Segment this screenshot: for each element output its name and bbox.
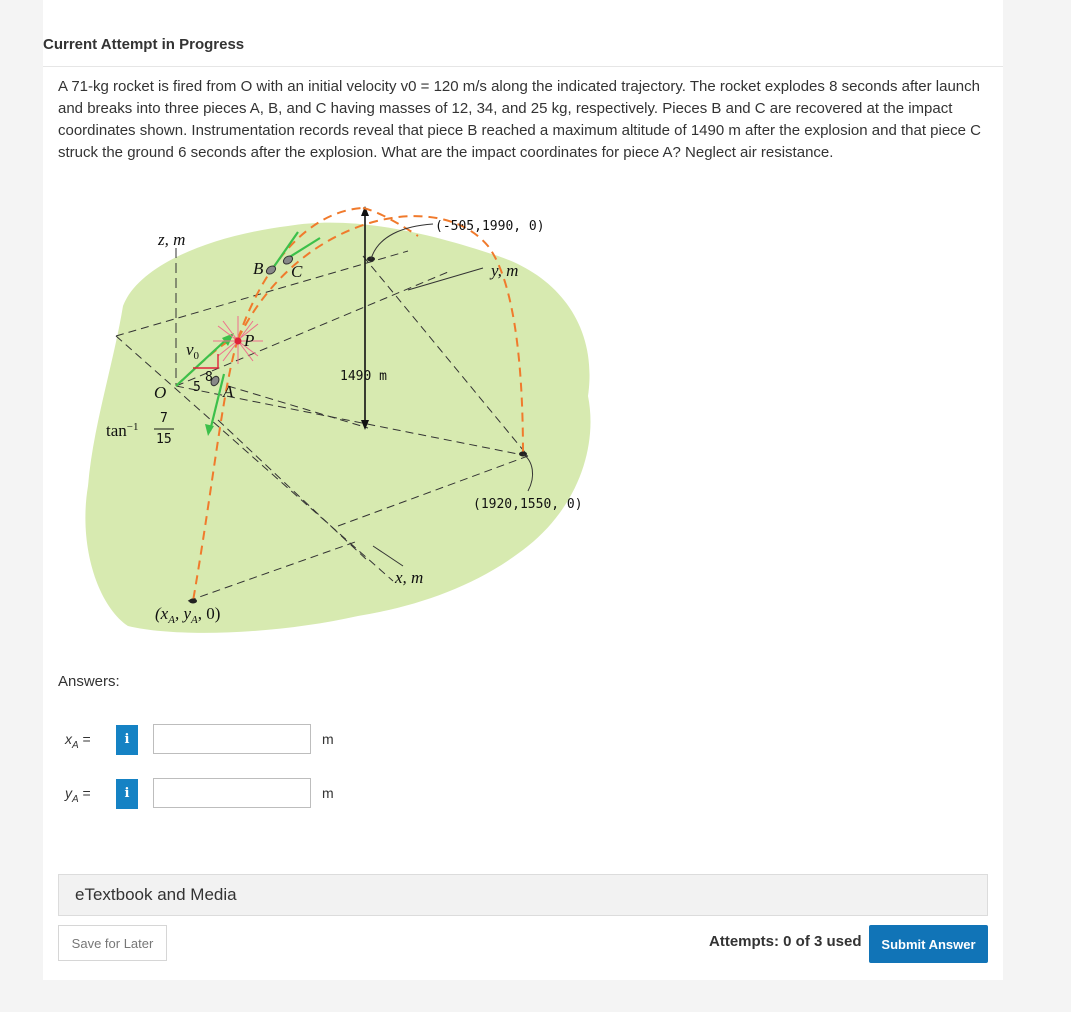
- piece-b-label: B: [253, 259, 264, 278]
- impact-a-marker: [189, 599, 197, 604]
- answer-row-xa: [43, 723, 443, 757]
- problem-figure: [58, 186, 598, 641]
- piece-a-label: A: [223, 382, 234, 401]
- answers-label: Answers:: [58, 673, 120, 690]
- etextbook-label: eTextbook and Media: [75, 885, 237, 904]
- xa-label: $x_A$ =: [65, 731, 91, 751]
- ya-unit: m: [322, 785, 334, 801]
- coord-c-label: (1920,1550, 0): [473, 497, 583, 512]
- page-title: Current Attempt in Progress: [43, 36, 245, 53]
- answer-row-ya: [43, 777, 443, 811]
- coord-a-label: ($x_A$, $y_A$, 0): [155, 604, 221, 626]
- origin-label: O: [154, 383, 167, 402]
- save-for-later-button[interactable]: Save for Later: [58, 925, 167, 961]
- slope-8-label: 8: [205, 370, 213, 385]
- xa-input[interactable]: [153, 724, 311, 754]
- info-icon[interactable]: i: [116, 779, 138, 809]
- x-axis-label: x, m: [395, 568, 424, 587]
- submit-answer-button[interactable]: Submit Answer: [869, 925, 988, 963]
- xa-unit: m: [322, 731, 334, 747]
- tan-den-label: 15: [156, 432, 172, 447]
- coord-b-label: (-505,1990, 0): [435, 219, 545, 234]
- ya-input[interactable]: [153, 778, 311, 808]
- attempts-counter: Attempts: 0 of 3 used: [709, 933, 862, 950]
- v0-label: $v_0$: [186, 340, 200, 362]
- z-axis-label: z, m: [158, 230, 186, 249]
- header: [43, 32, 1003, 67]
- info-icon[interactable]: i: [116, 725, 138, 755]
- piece-c-label: C: [291, 262, 303, 281]
- question-text: A 71-kg rocket is fired from O with an initial velocity v0 = 120 m/s along the indicated trajectory. The rocket explodes 8 seconds after launch and breaks into three pieces A, B, and C having masses of 12, 34, and 25 kg, respectively. Pieces B and C are recovered at the impact coordinates shown. Instrumentation records reveal that piece B reached a maximum altitude of 1490 m after the explosion and that piece C struck the ground 6 seconds after the explosion. What are the impact coordinates for piece A? Neglect air resistance.: [58, 78, 982, 161]
- y-axis-label: y, m: [491, 261, 519, 280]
- point-p-marker: [235, 338, 242, 345]
- altitude-label: 1490 m: [340, 369, 387, 384]
- ya-label: $y_A$ =: [65, 785, 91, 805]
- point-p-label: P: [244, 331, 255, 350]
- tan-label: $\tan^{-1}$: [106, 421, 139, 440]
- etextbook-panel[interactable]: [58, 874, 988, 916]
- slope-5-label: 5: [193, 380, 201, 395]
- question-card: [43, 0, 1003, 980]
- tan-num-label: 7: [160, 411, 168, 426]
